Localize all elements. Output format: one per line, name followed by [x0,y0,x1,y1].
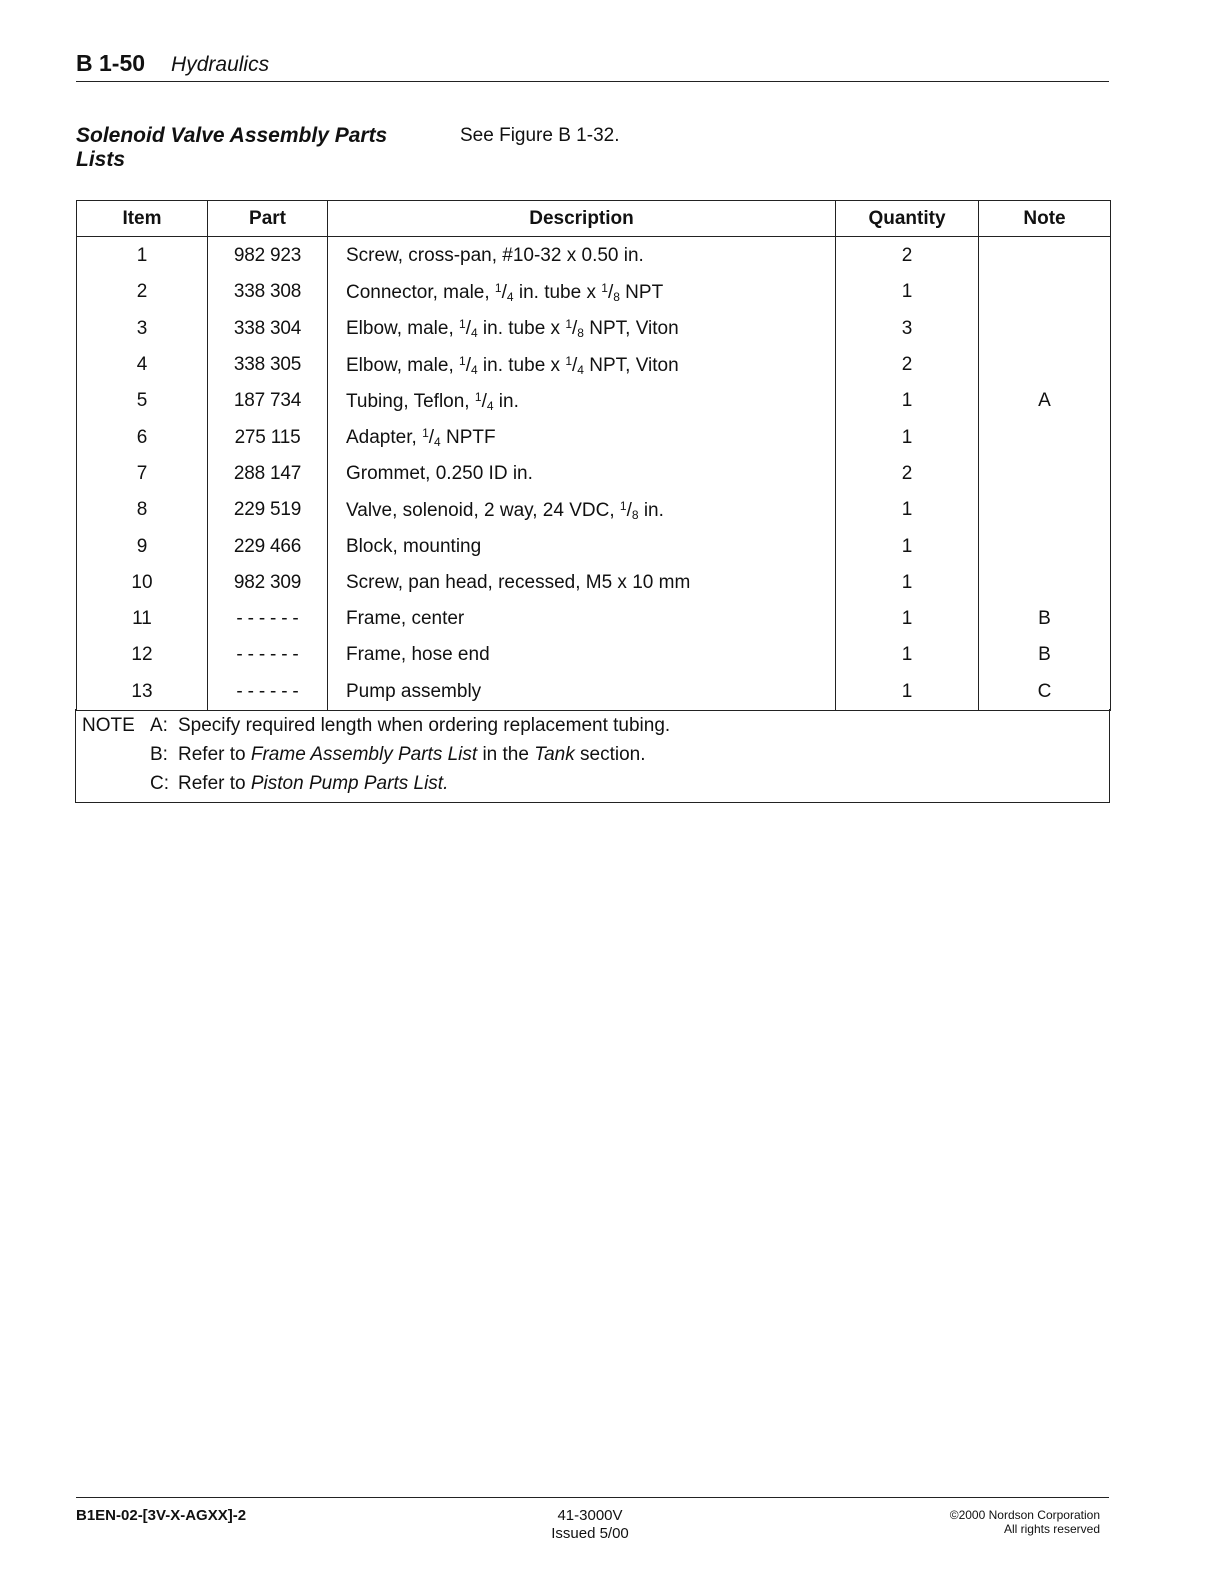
note-label: NOTE [82,715,135,736]
note-cell [979,456,1111,492]
copyright: ©2000 Nordson Corporation [949,1508,1100,1522]
item-cell: 3 [77,311,208,347]
part-number-cell: 187 734 [208,383,328,419]
document-code: B1EN-02-[3V-X-AGXX]-2 [76,1507,247,1524]
note-text: Refer to [178,744,251,765]
note-cell [979,528,1111,564]
note-cell [979,419,1111,455]
table-row [77,383,1111,419]
table-row [77,456,1111,492]
note-a [82,711,670,740]
item-cell: 9 [77,528,208,564]
section-number: B 1-50 [76,50,146,76]
description-cell: Grommet, 0.250 ID in. [328,456,836,492]
copyright-block [950,1508,1100,1536]
item-cell: 1 [77,237,208,275]
table-row [77,237,1111,275]
note-cell [979,237,1111,275]
item-cell: 7 [77,456,208,492]
part-number-cell: - - - - - - [208,674,328,711]
note-cell [979,492,1111,528]
part-number-cell: 338 305 [208,347,328,383]
part-number-cell: - - - - - - [208,637,328,673]
description-cell: Screw, cross-pan, #10-32 x 0.50 in. [328,237,836,275]
chapter-title: Hydraulics [171,53,270,76]
table-row [77,274,1111,310]
note-cell: C [979,674,1111,711]
notes-box [75,709,1110,803]
item-cell: 2 [77,274,208,310]
description-cell: Valve, solenoid, 2 way, 24 VDC, $^1/_8$ in. [328,492,836,528]
column-header-part: Part [208,201,328,237]
note-cell [979,347,1111,383]
quantity-cell: 2 [836,456,979,492]
item-cell: 5 [77,383,208,419]
description-cell: Elbow, male, $^1/_4$ in. tube x $^1/_4$ NPT, Viton [328,347,836,383]
note-cell [979,311,1111,347]
table-row [77,492,1111,528]
parts-table [76,200,1111,711]
description-cell: Block, mounting [328,528,836,564]
description-cell: Elbow, male, $^1/_4$ in. tube x $^1/_8$ NPT, Viton [328,311,836,347]
note-cell [979,274,1111,310]
table-row [77,419,1111,455]
note-key: C: [150,773,169,794]
note-key: B: [150,744,168,765]
table-row [77,528,1111,564]
quantity-cell: 3 [836,311,979,347]
item-cell: 6 [77,419,208,455]
note-c [82,769,448,798]
description-cell: Adapter, $^1/_4$ NPTF [328,419,836,455]
issue-date: Issued 5/00 [551,1525,629,1542]
note-reference: Frame Assembly Parts List [250,744,478,765]
table-row [77,565,1111,601]
description-cell: Connector, male, $^1/_4$ in. tube x $^1/_8$ NPT [328,274,836,310]
note-cell: B [979,637,1111,673]
table-row [77,601,1111,637]
table-row [77,347,1111,383]
note-cell: A [979,383,1111,419]
quantity-cell: 1 [836,383,979,419]
note-cell [979,565,1111,601]
column-header-description: Description [328,201,836,237]
parts-table-body [77,237,1111,711]
page-header [76,50,269,80]
manual-number: 41-3000V [557,1507,623,1524]
column-header-note: Note [979,201,1111,237]
quantity-cell: 2 [836,347,979,383]
item-cell: 13 [77,674,208,711]
figure-reference: See Figure B 1-32. [460,125,620,146]
note-text: Specify required length when ordering replacement tubing. [178,715,671,736]
part-number-cell: 982 923 [208,237,328,275]
part-number-cell: 275 115 [208,419,328,455]
table-header-row [77,201,1111,237]
rights: All rights reserved [1003,1522,1100,1536]
item-cell: 4 [77,347,208,383]
description-cell: Tubing, Teflon, $^1/_4$ in. [328,383,836,419]
description-cell: Screw, pan head, recessed, M5 x 10 mm [328,565,836,601]
part-number-cell: 982 309 [208,565,328,601]
part-number-cell: 338 304 [208,311,328,347]
item-cell: 10 [77,565,208,601]
section-title: Solenoid Valve Assembly Parts Lists [76,124,388,171]
note-reference: Piston Pump Parts List. [250,773,449,794]
note-reference: Tank [534,744,575,765]
description-cell: Pump assembly [328,674,836,711]
part-number-cell: 288 147 [208,456,328,492]
description-cell: Frame, center [328,601,836,637]
note-text: section. [574,744,646,765]
manual-info [540,1507,640,1543]
item-cell: 8 [77,492,208,528]
quantity-cell: 1 [836,274,979,310]
table-row [77,637,1111,673]
quantity-cell: 1 [836,674,979,711]
item-cell: 11 [77,601,208,637]
quantity-cell: 1 [836,565,979,601]
part-number-cell: 338 308 [208,274,328,310]
note-cell: B [979,601,1111,637]
item-cell: 12 [77,637,208,673]
column-header-quantity: Quantity [836,201,979,237]
footer-rule [76,1497,1109,1498]
note-key: A: [150,715,168,736]
header-rule [76,81,1109,82]
quantity-cell: 1 [836,637,979,673]
quantity-cell: 1 [836,601,979,637]
quantity-cell: 1 [836,528,979,564]
quantity-cell: 1 [836,419,979,455]
part-number-cell: 229 519 [208,492,328,528]
note-b [82,740,645,769]
part-number-cell: - - - - - - [208,601,328,637]
note-text: Refer to [178,773,251,794]
description-cell: Frame, hose end [328,637,836,673]
note-text: in the [477,744,535,765]
part-number-cell: 229 466 [208,528,328,564]
table-row [77,674,1111,711]
quantity-cell: 1 [836,492,979,528]
table-row [77,311,1111,347]
quantity-cell: 2 [836,237,979,275]
column-header-item: Item [77,201,208,237]
